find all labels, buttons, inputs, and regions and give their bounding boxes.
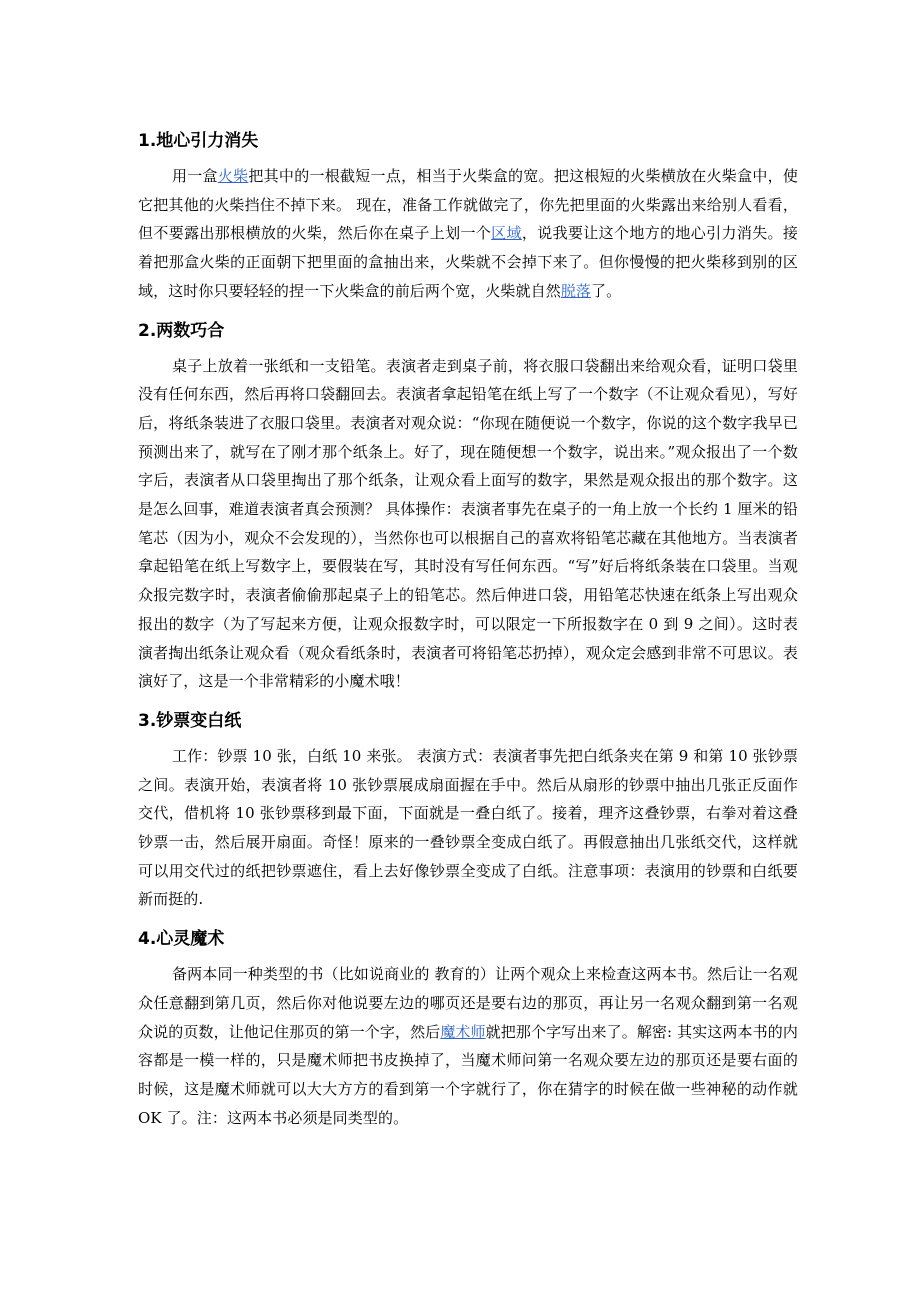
- text-run: 把其中的一根截短一点，相当于火柴盒的宽。把这根短的火柴横放在火柴盒中，使它把其他的火柴挡住不掉下来。 现在，准备工作就做完了，你先把里面的火柴露出来给别人看看，但不要露出那根横放的火柴，然后你在桌子上划一个: [138, 167, 798, 243]
- link-moshushi[interactable]: 魔术师: [440, 1022, 486, 1041]
- section-2: [138, 318, 798, 696]
- text-run: 桌子上放着一张纸和一支铅笔。表演者走到桌子前，将衣服口袋翻出来给观众看，证明口袋里没有任何东西，然后再将口袋翻回去。表演者拿起铅笔在纸上写了一个数字（不让观众看见），写好后，将纸条装进了衣服口袋里。表演者对观众说：“你现在随便说一个数字，你说的这个数字我早已预测出来了，就写在了刚才那个纸条上。好了，现在随便想一个数字，说出来。”观众报出了一个数字后，表演者从口袋里掏出了那个纸条，让观众看上面写的数字，果然是观众报出的那个数字。这是怎么回事，难道表演者真会预测？ 具体操作：表演者事先在桌子的一角上放一个长约 1 厘米的铅笔芯（因为小，观众不会发现的），当然你也可以根据自己的喜欢将铅笔芯藏在其他地方。当表演者拿起铅笔在纸上写数字上，要假装在写，其时没有写任何东西。“写”好后将纸条装在口袋里。当观众报完数字时，表演者偷偷那起桌子上的铅笔芯。然后伸进口袋，用铅笔芯快速在纸条上写出观众报出的数字（为了写起来方便，让观众报数字时，可以限定一下所报数字在 0 到 9 之间）。这时表演者掏出纸条让观众看（观众看纸条时，表演者可将铅笔芯扔掉），观众定会感到非常不可思议。表演好了，这是一个非常精彩的小魔术哦！: [138, 356, 798, 691]
- section-title: 3.钞票变白纸: [138, 710, 242, 731]
- link-tuoluo[interactable]: 脱落: [560, 281, 592, 300]
- section-title: 4.心灵魔术: [138, 929, 225, 950]
- section-body: [138, 352, 798, 696]
- section-title: 1.地心引力消失: [138, 131, 259, 151]
- section-body: [138, 960, 798, 1132]
- document-page: [138, 128, 798, 1144]
- link-huochai[interactable]: 火柴: [217, 167, 249, 185]
- text-run: 工作：钞票 10 张，白纸 10 来张。 表演方式：表演者事先把白纸条夹在第 9 和第 10 张钞票之间。表演开始，表演者将 10 张钞票展成扇面握在手中。然后从扇形的钞票中抽出几张正反面作交代，借机将 10 张钞票移到最下面，下面就是一叠白纸了。接着，理齐这叠钞票，右拳对着这叠钞票一击，然后展开扇面。奇怪！原来的一叠钞票全变成白纸了。再假意抽出几张纸交代，这样就可以用交代过的纸把钞票遮住，看上去好像钞票全变成了白纸。注意事项：表演用的钞票和白纸要新而挺的.: [138, 746, 798, 909]
- section-1: [138, 128, 798, 306]
- text-run: 备两本同一种类型的书（比如说商业的 教育的）让两个观众上来检查这两本书。然后让一名观众任意翻到第几页，然后你对他说要左边的哪页还是要右边的那页，再让另一名观众翻到第一名观众说的页数，让他记住那页的第一个字，然后: [138, 965, 798, 1041]
- text-run: 了。: [591, 281, 622, 300]
- section-body: [138, 162, 798, 306]
- text-run: 用一盒: [172, 167, 218, 185]
- section-body: [138, 742, 798, 914]
- section-4: [138, 926, 798, 1132]
- section-title: 2.两数巧合: [138, 320, 225, 341]
- text-run: ，说我要让这个地方的地心引力消失。接着把那盒火柴的正面朝下把里面的盒抽出来，火柴就不会掉下来了。但你慢慢的把火柴移到别的区域，这时你只要轻轻的捏一下火柴盒的前后两个宽，火柴就自然: [138, 224, 798, 300]
- section-3: [138, 708, 798, 914]
- link-quyu[interactable]: 区域: [491, 224, 522, 243]
- text-run: 就把那个字写出来了。解密: 其实这两本书的内容都是一模一样的，只是魔术师把书皮换掉了，当魔术师问第一名观众要左边的那页还是要右面的时候，这是魔术师就可以大大方方的看到第一个字就行了，你在猜字的时候在做一些神秘的动作就 OK 了。注：这两本书必须是同类型的。: [138, 1022, 798, 1127]
